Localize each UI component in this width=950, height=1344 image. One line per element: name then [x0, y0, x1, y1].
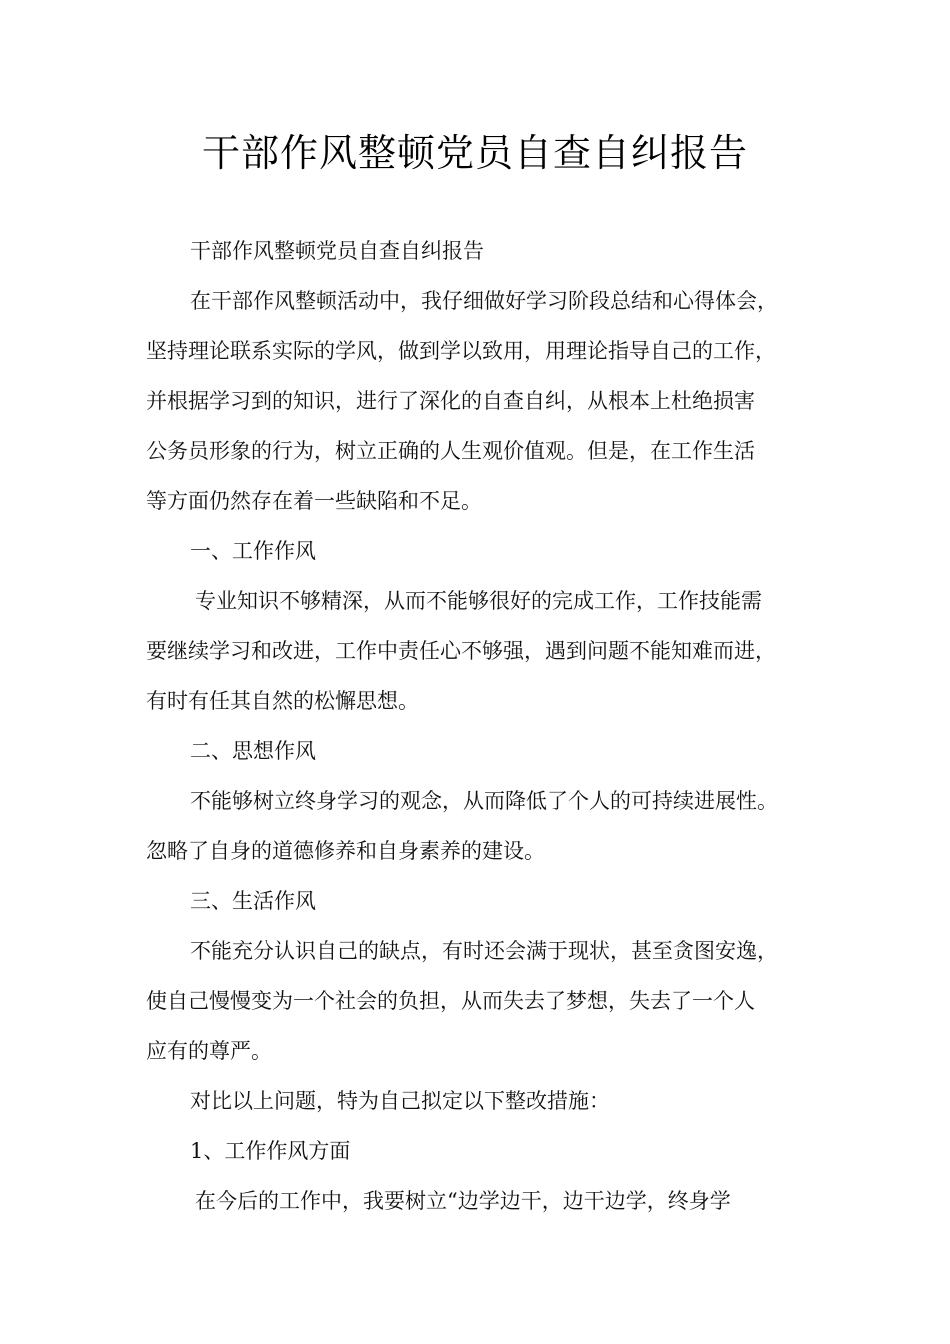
paragraph-line: 忽略了自身的道德修养和自身素养的建设。 — [146, 839, 545, 863]
section-heading: 三、生活作风 — [190, 889, 316, 913]
paragraph-line: 并根据学习到的知识，进行了深化的自查自纠，从根本上杜绝损害 — [146, 389, 755, 413]
paragraph-line: 在今后的工作中，我要树立“边学边干，边干边学，终身学 — [195, 1189, 731, 1213]
section-heading: 1、工作作风方面 — [190, 1139, 351, 1163]
paragraph-line: 对比以上问题，特为自己拟定以下整改措施： — [190, 1089, 610, 1113]
section-heading: 二、思想作风 — [190, 739, 316, 763]
paragraph-line: 公务员形象的行为，树立正确的人生观价值观。但是，在工作生活 — [146, 439, 755, 463]
paragraph-line: 有时有任其自然的松懈思想。 — [146, 689, 419, 713]
paragraph-line: 应有的尊严。 — [146, 1039, 272, 1063]
document-title: 干部作风整顿党员自查自纠报告 — [201, 131, 748, 175]
paragraph-line: 使自己慢慢变为一个社会的负担，从而失去了梦想，失去了一个人 — [146, 989, 755, 1013]
paragraph-line: 要继续学习和改进，工作中责任心不够强，遇到问题不能知难而进， — [146, 639, 776, 663]
paragraph-line: 不能够树立终身学习的观念，从而降低了个人的可持续进展性。 — [190, 789, 778, 813]
paragraph-line: 专业知识不够精深，从而不能够很好的完成工作，工作技能需 — [195, 589, 762, 613]
section-heading: 一、工作作风 — [190, 539, 316, 563]
paragraph-line: 不能充分认识自己的缺点，有时还会满于现状，甚至贪图安逸， — [190, 939, 778, 963]
paragraph-line: 等方面仍然存在着一些缺陷和不足。 — [146, 489, 482, 513]
subtitle-line: 干部作风整顿党员自查自纠报告 — [190, 239, 484, 263]
paragraph-line: 在干部作风整顿活动中，我仔细做好学习阶段总结和心得体会， — [190, 289, 778, 313]
paragraph-line: 坚持理论联系实际的学风，做到学以致用，用理论指导自己的工作， — [146, 339, 776, 363]
